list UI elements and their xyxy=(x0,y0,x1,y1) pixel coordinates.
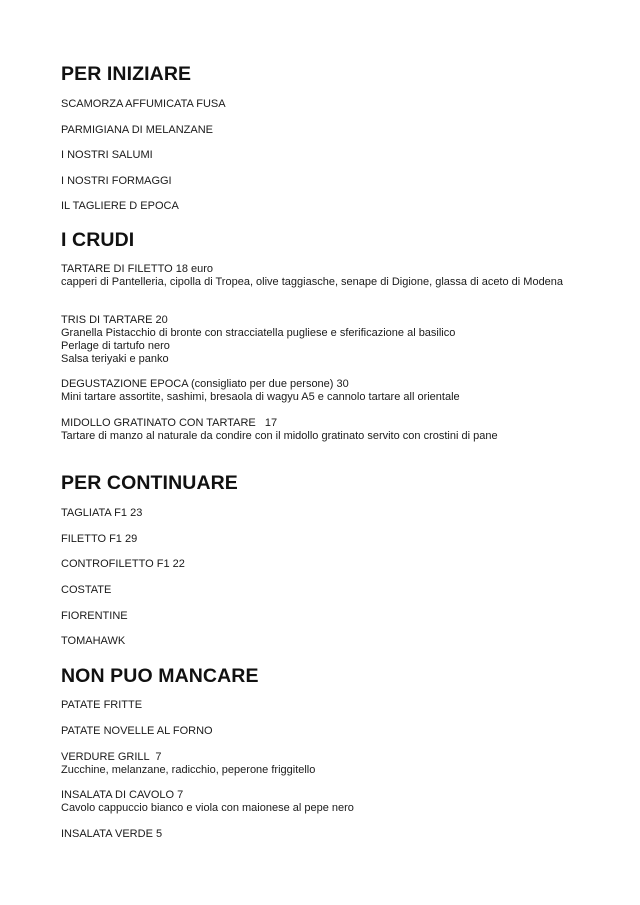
menu-item xyxy=(61,610,581,623)
item-name: PATATE NOVELLE AL FORNO xyxy=(61,725,213,737)
item-name: SCAMORZA AFFUMICATA FUSA xyxy=(61,98,226,110)
menu-item xyxy=(61,417,581,443)
item-name: MIDOLLO GRATINATO CON TARTARE 17 xyxy=(61,417,278,429)
item-name: DEGUSTAZIONE EPOCA (consigliato per due persone) 30 xyxy=(61,378,349,390)
menu-item xyxy=(61,175,581,188)
menu-item xyxy=(61,200,581,213)
item-name: INSALATA VERDE 5 xyxy=(61,828,163,840)
item-name: TRIS DI TARTARE 20 xyxy=(61,314,168,326)
item-name: INSALATA DI CAVOLO 7 xyxy=(61,789,184,801)
item-description: Salsa teriyaki e panko xyxy=(61,353,169,365)
section-title-per-continuare: PER CONTINUARE xyxy=(61,472,238,494)
menu-item xyxy=(61,124,581,137)
item-name: PATATE FRITTE xyxy=(61,699,143,711)
item-description: Mini tartare assortite, sashimi, bresaola di wagyu A5 e cannolo tartare all orientale xyxy=(61,391,460,403)
item-name: FIORENTINE xyxy=(61,610,128,622)
item-name: TARTARE DI FILETTO 18 euro xyxy=(61,263,214,275)
item-name: I NOSTRI FORMAGGI xyxy=(61,175,172,187)
menu-item xyxy=(61,378,581,404)
menu-item xyxy=(61,751,581,777)
menu-item xyxy=(61,584,581,597)
menu-item xyxy=(61,314,581,366)
section-title-per-iniziare: PER INIZIARE xyxy=(61,63,192,85)
section-title-non-puo-mancare: NON PUO MANCARE xyxy=(61,665,259,687)
menu-item xyxy=(61,635,581,648)
menu-item xyxy=(61,789,581,815)
item-description: capperi di Pantelleria, cipolla di Tropea, olive taggiasche, senape di Digione, glassa di aceto di Modena xyxy=(61,276,564,288)
item-name: I NOSTRI SALUMI xyxy=(61,149,153,161)
item-name: CONTROFILETTO F1 22 xyxy=(61,558,185,570)
item-description: Tartare di manzo al naturale da condire con il midollo gratinato servito con crostini di pane xyxy=(61,430,498,442)
menu-item xyxy=(61,507,581,520)
menu-item xyxy=(61,98,581,111)
menu-item xyxy=(61,558,581,571)
menu-item xyxy=(61,828,581,841)
item-description: Zucchine, melanzane, radicchio, peperone friggitello xyxy=(61,764,316,776)
menu-item xyxy=(61,699,581,712)
menu-item xyxy=(61,263,581,289)
item-name: VERDURE GRILL 7 xyxy=(61,751,162,763)
item-name: PARMIGIANA DI MELANZANE xyxy=(61,124,213,136)
item-name: FILETTO F1 29 xyxy=(61,533,138,545)
item-name: TOMAHAWK xyxy=(61,635,126,647)
menu-item xyxy=(61,725,581,738)
section-title-i-crudi: I CRUDI xyxy=(61,229,135,251)
menu-item xyxy=(61,149,581,162)
item-description: Granella Pistacchio di bronte con stracciatella pugliese e sferificazione al basilico xyxy=(61,327,456,339)
item-name: TAGLIATA F1 23 xyxy=(61,507,143,519)
item-name: COSTATE xyxy=(61,584,112,596)
menu-item xyxy=(61,533,581,546)
item-description: Cavolo cappuccio bianco e viola con maionese al pepe nero xyxy=(61,802,354,814)
item-description: Perlage di tartufo nero xyxy=(61,340,170,352)
item-name: IL TAGLIERE D EPOCA xyxy=(61,200,179,212)
